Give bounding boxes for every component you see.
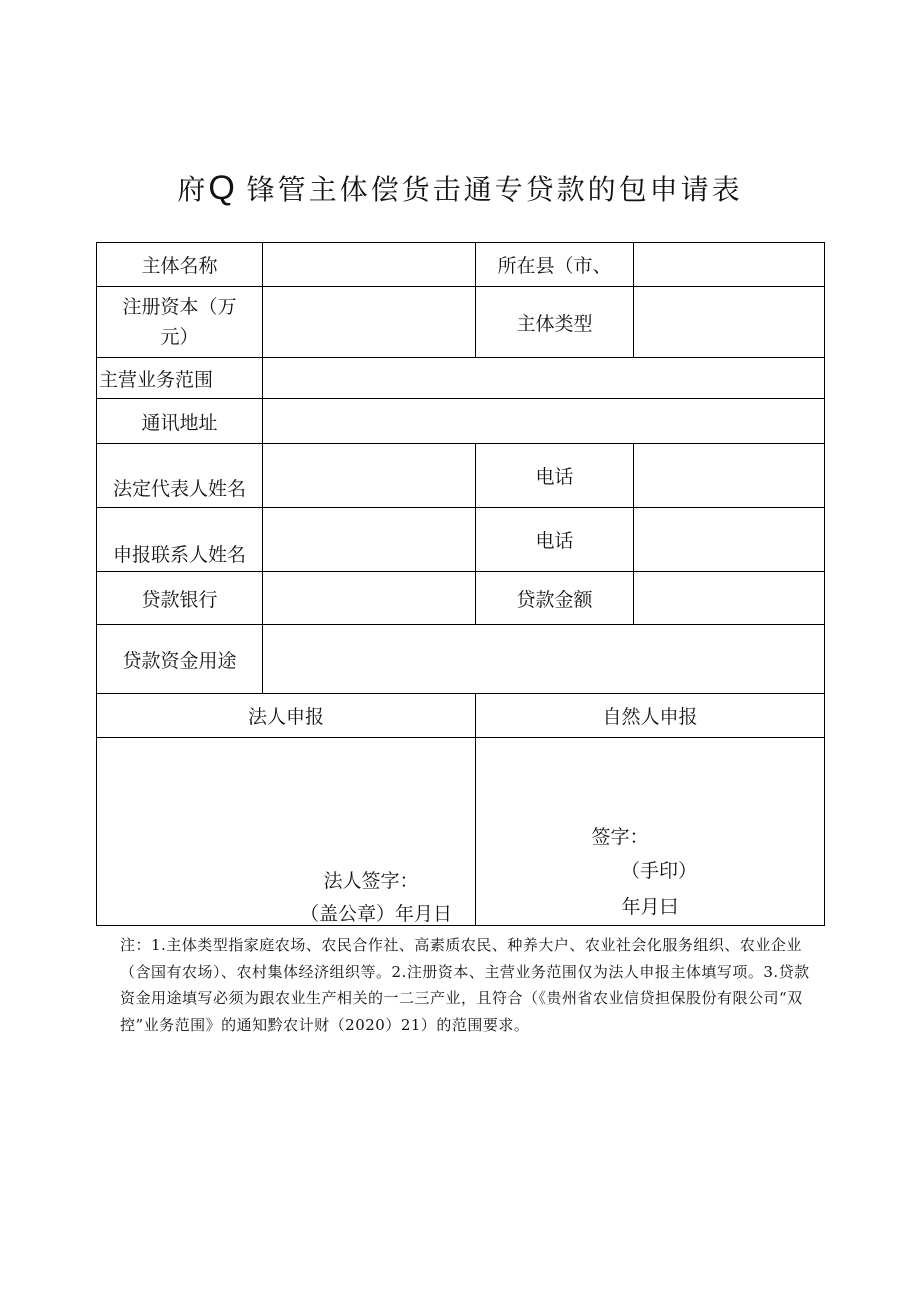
- application-form-table: [96, 242, 825, 926]
- natural-date-label: 年月曰: [621, 896, 679, 918]
- loan-bank-label: 贷款银行: [97, 572, 263, 625]
- business-scope-field[interactable]: [263, 358, 825, 399]
- phone2-field[interactable]: [634, 508, 825, 572]
- table-row: [97, 358, 825, 399]
- business-scope-label: 主营业务范围: [97, 358, 263, 399]
- loan-purpose-label: 贷款资金用途: [97, 625, 263, 694]
- legal-stamp-date-label: （盖公章）年月日: [299, 903, 452, 925]
- phone1-field[interactable]: [634, 444, 825, 508]
- contact-name-field[interactable]: [263, 508, 476, 572]
- phone2-label: 电话: [476, 508, 634, 572]
- natural-signature-label: 签字：: [591, 826, 649, 848]
- address-label: 通讯地址: [97, 399, 263, 444]
- subject-type-field[interactable]: [634, 287, 825, 358]
- address-field[interactable]: [263, 399, 825, 444]
- table-row: [97, 572, 825, 625]
- loan-amount-field[interactable]: [634, 572, 825, 625]
- table-row: [97, 508, 825, 572]
- title-q: Q: [208, 169, 235, 207]
- table-row: [97, 694, 825, 738]
- footnote-text: 注：1.主体类型指家庭农场、农民合作社、高素质农民、种养大户、农业社会化服务组织、农业企业（含国有农场）、农村集体经济组织等。2.注册资本、主营业务范围仅为法人申报主体填写项。3.贷款资金用途填写必须为跟农业生产相关的一二三产业，且符合（《贵州省农业信贷担保股份有限公司“双控”业务范围》的通知黔农计财（2020）21）的范围要求。: [120, 936, 810, 1034]
- subject-type-label: 主体类型: [476, 287, 634, 358]
- legal-person-header: 法人申报: [97, 694, 476, 738]
- legal-rep-name-field[interactable]: [263, 444, 476, 508]
- legal-person-signature-area[interactable]: [97, 738, 476, 926]
- natural-person-header: 自然人申报: [476, 694, 825, 738]
- natural-person-signature-area[interactable]: [476, 738, 825, 926]
- table-row: [97, 287, 825, 358]
- page-title: [0, 168, 920, 208]
- table-row: [97, 625, 825, 694]
- contact-name-label: 申报联系人姓名: [97, 508, 263, 572]
- registered-capital-field[interactable]: [263, 287, 476, 358]
- subject-name-field[interactable]: [263, 243, 476, 287]
- loan-purpose-field[interactable]: [263, 625, 825, 694]
- table-row: [97, 738, 825, 926]
- legal-signature-label: 法人签字：: [323, 870, 419, 892]
- title-rest: 锋管主体偿货击通专贷款的包申请表: [246, 173, 743, 206]
- phone1-label: 电话: [476, 444, 634, 508]
- table-row: [97, 444, 825, 508]
- table-row: [97, 243, 825, 287]
- subject-name-label: 主体名称: [97, 243, 263, 287]
- legal-rep-name-label: 法定代表人姓名: [97, 444, 263, 508]
- county-field[interactable]: [634, 243, 825, 287]
- natural-fingerprint-label: （手印）: [620, 860, 697, 882]
- loan-bank-field[interactable]: [263, 572, 476, 625]
- county-label: 所在县（市、: [476, 243, 634, 287]
- title-prefix: 府: [177, 173, 209, 206]
- table-row: [97, 399, 825, 444]
- loan-amount-label: 贷款金额: [476, 572, 634, 625]
- footnote: [120, 932, 820, 1038]
- registered-capital-label: 注册资本（万元）: [97, 287, 263, 358]
